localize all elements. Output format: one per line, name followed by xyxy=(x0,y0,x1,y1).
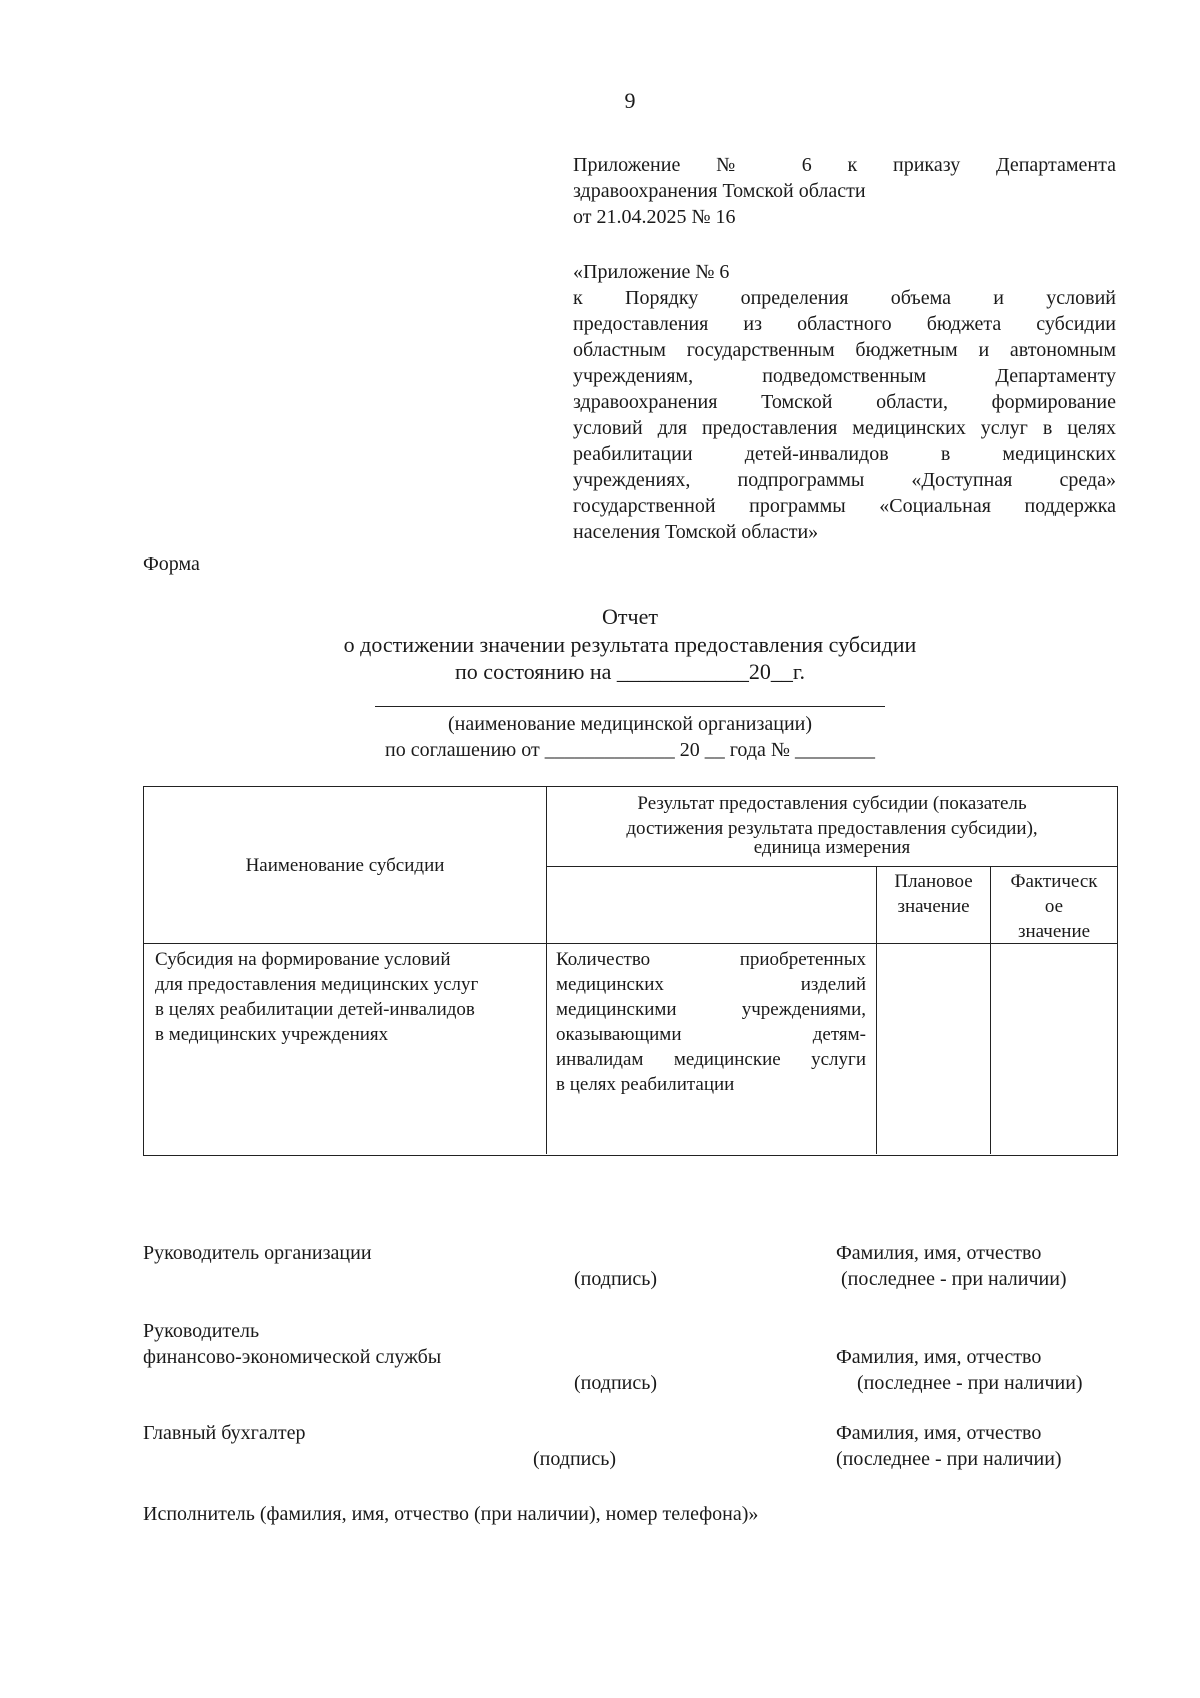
appendix-quote xyxy=(573,259,1116,545)
appendix-quote-line: предоставления из областного бюджета субсидии xyxy=(573,313,1116,335)
appendix-quote-line: областным государственным бюджетным и автономным xyxy=(573,339,1116,361)
appendix-quote-line: учреждениях, подпрограммы «Доступная среда» xyxy=(573,469,1116,491)
indicator-text-line: Количество приобретенных xyxy=(556,949,866,970)
header-actual-line: ое xyxy=(1044,896,1064,917)
sig-name-note: (последнее - при наличии) xyxy=(836,1448,1062,1470)
subsidy-text-line: Субсидия на формирование условий xyxy=(155,949,451,970)
appendix-quote-line: условий для предоставления медицинских услуг в целях xyxy=(573,417,1116,439)
sig-signature-caption: (подпись) xyxy=(574,1372,658,1394)
sig-name-note: (последнее - при наличии) xyxy=(841,1268,1067,1290)
appendix-quote-line: государственной программы «Социальная поддержка xyxy=(573,495,1116,517)
form-label: Форма xyxy=(143,553,200,575)
appendix-header-line: Приложение № 6 к приказу Департамента xyxy=(573,154,1116,176)
subsidy-text-line: в целях реабилитации детей-инвалидов xyxy=(155,999,475,1020)
sig-role-line: финансово-экономической службы xyxy=(143,1346,442,1368)
appendix-header-line: здравоохранения Томской области xyxy=(573,180,866,202)
appendix-header-line: от 21.04.2025 № 16 xyxy=(573,206,736,228)
subsidy-text-line: для предоставления медицинских услуг xyxy=(155,974,479,995)
sig-signature-caption: (подпись) xyxy=(574,1268,658,1290)
appendix-quote-line: реабилитации детей-инвалидов в медицинских xyxy=(573,443,1116,465)
appendix-quote-line: здравоохранения Томской области, формирование xyxy=(573,391,1116,413)
header-subsidy-name-label: Наименование субсидии xyxy=(245,854,445,876)
report-subtitle: о достижении значении результата предоставления субсидии xyxy=(343,632,917,657)
subsidy-text-line: в медицинских учреждениях xyxy=(155,1024,389,1045)
header-result xyxy=(547,791,1117,860)
header-result-line: единица измерения xyxy=(753,837,911,858)
header-result-line: Результат предоставления субсидии (показатель xyxy=(637,793,1027,814)
table-row-subsidy-cell xyxy=(155,947,540,1047)
report-title: Отчет xyxy=(602,604,658,629)
sig-role-line: Руководитель xyxy=(143,1320,260,1342)
indicator-text-line: в целях реабилитации xyxy=(556,1074,735,1095)
header-actual-line: Фактическ xyxy=(1010,871,1098,892)
indicator-text-line: оказывающими детям- xyxy=(556,1024,866,1045)
sig-name-caption: Фамилия, имя, отчество xyxy=(836,1242,1042,1264)
header-subsidy-name xyxy=(144,787,546,943)
table-row-indicator-cell xyxy=(556,947,866,1097)
sig-signature-caption: (подпись) xyxy=(533,1448,617,1470)
header-planned xyxy=(877,869,990,919)
header-result-line: достижения результата предоставления субсидии), xyxy=(626,818,1038,839)
appendix-header xyxy=(573,152,1116,230)
header-planned-line: Плановое xyxy=(894,871,973,892)
agreement-line: по соглашению от _____________ 20 __ года № ________ xyxy=(385,739,875,761)
sig-role-line: Главный бухгалтер xyxy=(143,1422,306,1444)
appendix-quote-line: учреждениям, подведомственным Департаменту xyxy=(573,365,1116,387)
org-caption: (наименование медицинской организации) xyxy=(447,713,813,735)
appendix-quote-line: «Приложение № 6 xyxy=(573,261,730,283)
executor-line: Исполнитель (фамилия, имя, отчество (при наличии), номер телефона)» xyxy=(143,1503,759,1525)
appendix-quote-line: населения Томской области» xyxy=(573,521,819,543)
indicator-text-line: медицинскими учреждениями, xyxy=(556,999,866,1020)
header-actual xyxy=(991,869,1117,944)
sig-name-caption: Фамилия, имя, отчество xyxy=(836,1422,1042,1444)
header-actual-line: значение xyxy=(1017,921,1091,942)
sig-name-caption: Фамилия, имя, отчество xyxy=(836,1346,1042,1368)
org-name-line xyxy=(375,706,885,707)
indicator-text-line: медицинских изделий xyxy=(556,974,866,995)
appendix-quote-line: к Порядку определения объема и условий xyxy=(573,287,1116,309)
sig-role-line: Руководитель организации xyxy=(143,1242,372,1264)
report-table xyxy=(143,786,1118,1156)
report-as-of: по состоянию на ____________20__г. xyxy=(455,659,805,684)
sig-name-note: (последнее - при наличии) xyxy=(857,1372,1083,1394)
page-number: 9 xyxy=(624,88,636,113)
indicator-text-line: инвалидам медицинские услуги xyxy=(556,1049,866,1070)
header-planned-line: значение xyxy=(897,896,970,917)
